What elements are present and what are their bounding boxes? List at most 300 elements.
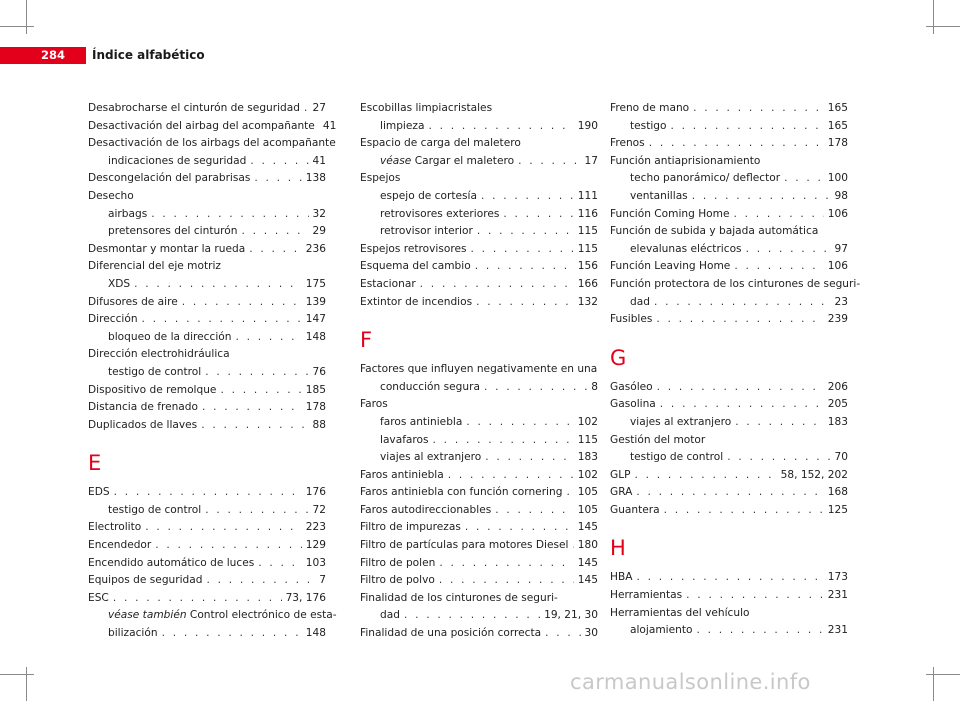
entry-text: Faros — [360, 398, 388, 411]
index-entry — [360, 396, 598, 414]
leader-dots — [476, 294, 574, 312]
entry-label — [360, 241, 467, 259]
leader-dots — [250, 153, 308, 171]
entry-label — [610, 206, 730, 224]
crop-mark — [926, 674, 960, 675]
leader-dots — [258, 555, 302, 573]
entry-text: Encendido automático de luces — [88, 556, 255, 569]
entry-label — [360, 537, 568, 555]
entry-label — [610, 153, 760, 171]
entry-text: EDS — [88, 486, 110, 499]
entry-text: Esquema del cambio — [360, 260, 471, 273]
index-entry — [88, 590, 326, 608]
entry-label — [88, 484, 110, 502]
entry-text: bloqueo de la dirección — [108, 330, 232, 343]
entry-label — [88, 417, 197, 435]
entry-text: ventanillas — [630, 189, 688, 202]
entry-text: Cargar el maletero — [411, 154, 515, 167]
entry-label — [360, 100, 492, 118]
entry-page: 175 — [305, 277, 326, 290]
entry-label — [380, 379, 480, 397]
entry-text: Gestión del motor — [610, 433, 706, 446]
entry-label — [610, 605, 750, 623]
entry-label — [380, 607, 400, 625]
crop-mark — [926, 26, 960, 27]
entry-label — [88, 294, 178, 312]
entry-label — [610, 223, 818, 241]
entry-label — [360, 396, 388, 414]
entry-label — [630, 118, 667, 136]
entry-page: 178 — [305, 401, 326, 414]
leader-dots — [692, 188, 831, 206]
entry-page: 147 — [305, 313, 326, 326]
entry-label — [88, 519, 141, 537]
leader-dots — [404, 607, 540, 625]
page-title: Índice alfabético — [86, 47, 960, 64]
index-entry — [88, 206, 326, 224]
entry-label — [380, 414, 462, 432]
index-entry — [88, 170, 326, 188]
entry-page: 178 — [827, 137, 848, 150]
index-entry — [88, 502, 326, 520]
index-entry — [88, 100, 326, 118]
entry-text: Freno de mano — [610, 102, 690, 114]
entry-page: 145 — [577, 556, 598, 569]
section-letter: F — [360, 328, 373, 353]
entry-label — [360, 276, 416, 294]
entry-text: Equipos de seguridad — [88, 574, 203, 587]
entry-text: Frenos — [610, 137, 645, 150]
index-entry — [610, 153, 848, 171]
entry-label — [630, 188, 688, 206]
index-entry — [610, 622, 848, 640]
entry-page: 106 — [827, 260, 848, 273]
entry-page: 70 — [834, 451, 848, 464]
leader-dots — [649, 135, 824, 153]
entry-label — [88, 258, 221, 276]
index-entry — [610, 414, 848, 432]
entry-page: 139 — [305, 295, 326, 308]
entry-label — [360, 258, 471, 276]
entry-text: testigo de control — [630, 451, 724, 464]
index-entry — [610, 276, 861, 294]
entry-label — [360, 467, 444, 485]
index-entry — [360, 502, 598, 520]
leader-dots — [151, 206, 308, 224]
leader-dots — [439, 555, 573, 573]
index-entry — [88, 555, 326, 573]
entry-page: 30 — [584, 627, 598, 640]
index-entry — [88, 311, 326, 329]
entry-label — [360, 625, 541, 643]
entry-page: 148 — [305, 627, 326, 640]
entry-text: Guantera — [610, 503, 660, 516]
entry-page: 156 — [577, 260, 598, 273]
entry-page: 138 — [305, 172, 326, 185]
index-entry — [360, 118, 598, 136]
entry-page: 100 — [827, 172, 848, 185]
entry-label — [630, 170, 780, 188]
entry-page: 98 — [834, 189, 848, 202]
entry-text: techo panorámico/ deflector — [630, 172, 781, 185]
leader-dots — [636, 569, 823, 587]
crop-mark — [26, 667, 27, 701]
index-entry — [88, 153, 326, 171]
entry-text: Desmontar y montar la rueda — [88, 242, 246, 255]
entry-label — [88, 572, 203, 590]
leader-dots — [686, 587, 824, 605]
index-entry — [360, 135, 598, 153]
index-entry — [610, 587, 848, 605]
leader-dots — [572, 537, 573, 555]
entry-text: viajes al extranjero — [630, 415, 732, 428]
entry-page: 115 — [577, 225, 598, 238]
index-entry — [88, 417, 326, 435]
leader-dots — [235, 329, 301, 347]
leader-dots — [503, 206, 573, 224]
entry-text: Difusores de aire — [88, 295, 178, 308]
entry-page: 165 — [827, 119, 848, 132]
leader-dots — [657, 379, 824, 397]
entry-label — [380, 206, 499, 224]
entry-text: Control electrónico de esta- — [186, 609, 337, 622]
entry-label — [88, 399, 198, 417]
entry-text: Gasóleo — [610, 380, 653, 393]
entry-label — [380, 188, 477, 206]
entry-page: 58, 152, 202 — [780, 468, 848, 481]
leader-dots — [735, 414, 824, 432]
leader-dots — [465, 519, 574, 537]
entry-page: 41 — [322, 119, 337, 132]
entry-page: 23 — [834, 295, 848, 308]
leader-dots — [254, 170, 301, 188]
entry-text: Filtro de polen — [360, 556, 436, 569]
entry-page: 180 — [577, 539, 598, 552]
index-entry — [360, 519, 598, 537]
entry-label — [610, 502, 660, 520]
entry-page: 231 — [827, 624, 848, 637]
index-entry — [360, 449, 598, 467]
entry-label — [360, 572, 435, 590]
section-letter: H — [610, 536, 626, 561]
leader-dots — [304, 100, 309, 118]
index-entry — [610, 135, 848, 153]
entry-text: Gasolina — [610, 398, 656, 411]
entry-label — [380, 153, 514, 171]
entry-text: GRA — [610, 486, 633, 499]
leader-dots — [162, 625, 302, 643]
index-entry — [610, 100, 848, 118]
index-entry — [360, 555, 598, 573]
leader-dots — [660, 396, 824, 414]
crop-mark — [26, 0, 27, 34]
entry-page: 88 — [312, 418, 326, 431]
index-entry — [88, 382, 326, 400]
entry-page: 223 — [305, 521, 326, 534]
entry-text: elevalunas eléctricos — [630, 242, 742, 255]
entry-label — [380, 223, 473, 241]
entry-page: 106 — [827, 207, 848, 220]
leader-dots — [727, 449, 830, 467]
entry-text: Función Leaving Home — [610, 260, 731, 273]
leader-dots — [784, 170, 824, 188]
leader-dots — [134, 276, 302, 294]
entry-text: Diferencial del eje motriz — [88, 260, 221, 273]
leader-dots — [495, 502, 574, 520]
entry-label — [360, 590, 558, 608]
entry-text: Factores que influyen negativamente en una — [360, 363, 598, 376]
index-entry — [360, 572, 598, 590]
entry-text: airbags — [108, 207, 148, 220]
entry-text: Espacio de carga del maletero — [360, 137, 521, 150]
entry-page: 148 — [305, 330, 326, 343]
leader-dots — [485, 449, 574, 467]
entry-label — [610, 396, 656, 414]
entry-label — [360, 519, 461, 537]
entry-text: Distancia de frenado — [88, 401, 198, 414]
entry-page: 239 — [827, 313, 848, 326]
entry-label — [88, 555, 254, 573]
index-entry — [360, 276, 598, 294]
index-entry — [610, 241, 848, 259]
leader-dots — [656, 311, 823, 329]
leader-dots — [481, 188, 574, 206]
entry-page: 183 — [827, 415, 848, 428]
leader-dots — [696, 622, 823, 640]
index-entry — [360, 170, 598, 188]
entry-label — [610, 311, 652, 329]
index-entry — [610, 449, 848, 467]
index-entry — [88, 294, 326, 312]
index-entry — [360, 188, 598, 206]
leader-dots — [145, 519, 302, 537]
entry-page: 165 — [827, 102, 848, 114]
index-entry — [360, 625, 598, 643]
entry-text: ESC — [88, 591, 109, 604]
entry-page: 32 — [312, 207, 326, 220]
entry-text: retrovisores exteriores — [380, 207, 500, 220]
entry-label — [360, 484, 562, 502]
entry-label — [360, 555, 435, 573]
leader-dots — [220, 382, 301, 400]
entry-text: Fusibles — [610, 313, 653, 326]
leader-dots — [471, 241, 574, 259]
entry-text: Faros autodireccionables — [360, 503, 492, 516]
entry-text: retrovisor interior — [380, 225, 473, 238]
entry-page: 27 — [312, 102, 326, 114]
entry-text: Finalidad de los cinturones de seguri- — [360, 591, 558, 604]
entry-text: conducción segura — [380, 380, 480, 393]
entry-text: Dispositivo de remolque — [88, 383, 217, 396]
entry-label — [610, 484, 632, 502]
index-entry — [360, 361, 598, 379]
index-entry — [610, 432, 848, 450]
crop-mark — [933, 667, 934, 701]
leader-dots — [155, 537, 301, 555]
leader-dots — [734, 206, 824, 224]
leader-dots — [518, 153, 580, 171]
index-entry — [360, 467, 598, 485]
entry-text: Función protectora de los cinturones de seguri- — [610, 277, 861, 290]
index-entry — [88, 258, 326, 276]
entry-page: 125 — [827, 503, 848, 516]
entry-label — [610, 587, 682, 605]
entry-text: Finalidad de una posición correcta — [360, 627, 542, 640]
index-entry — [88, 625, 326, 643]
leader-dots — [475, 258, 574, 276]
entry-label — [360, 170, 400, 188]
entry-label — [610, 467, 631, 485]
leader-dots — [113, 590, 282, 608]
index-entry — [360, 537, 598, 555]
page-number: 284 — [20, 47, 86, 64]
entry-label — [380, 449, 481, 467]
leader-dots — [249, 241, 302, 259]
entry-text: pretensores del cinturón — [108, 225, 238, 238]
leader-dots — [433, 432, 574, 450]
entry-page: 116 — [577, 207, 598, 220]
entry-page: 145 — [577, 574, 598, 587]
leader-dots — [205, 364, 308, 382]
index-entry — [610, 484, 848, 502]
entry-page: 176 — [305, 486, 326, 499]
entry-text: Estacionar — [360, 277, 416, 290]
entry-label — [88, 100, 300, 118]
entry-label — [108, 153, 246, 171]
entry-label — [88, 241, 245, 259]
index-entry — [88, 399, 326, 417]
entry-label — [630, 414, 731, 432]
entry-page: 231 — [827, 589, 848, 602]
leader-dots — [566, 484, 573, 502]
index-entry — [610, 258, 848, 276]
entry-page: 173 — [827, 571, 848, 584]
entry-text: testigo — [630, 119, 667, 132]
index-entry — [360, 414, 598, 432]
entry-page: 205 — [827, 398, 848, 411]
entry-crossref: véase — [380, 154, 412, 167]
leader-dots — [142, 311, 302, 329]
entry-text: Filtro de polvo — [360, 574, 435, 587]
entry-text: Dirección — [88, 313, 138, 326]
entry-text: Desecho — [88, 189, 134, 202]
entry-page: 168 — [827, 486, 848, 499]
index-entry — [360, 590, 598, 608]
entry-page: 206 — [827, 380, 848, 393]
leader-dots — [242, 223, 309, 241]
entry-text: testigo de control — [108, 365, 202, 378]
entry-label — [360, 294, 472, 312]
index-entry — [360, 100, 598, 118]
index-entry — [360, 379, 598, 397]
leader-dots — [654, 294, 831, 312]
entry-label — [610, 432, 705, 450]
index-entry — [88, 572, 326, 590]
entry-text: indicaciones de seguridad — [108, 154, 247, 167]
index-entry — [88, 484, 326, 502]
index-entry — [610, 294, 848, 312]
entry-text: Espejos — [360, 172, 401, 185]
entry-text: faros antiniebla — [380, 415, 463, 428]
entry-text: limpieza — [380, 119, 425, 132]
entry-text: Filtro de partículas para motores Diesel — [360, 539, 569, 552]
entry-label — [108, 607, 337, 625]
entry-page: 105 — [577, 503, 598, 516]
entry-page: 129 — [305, 539, 326, 552]
entry-text: Función antiaprisionamiento — [610, 154, 761, 167]
entry-text: viajes al extranjero — [380, 451, 482, 464]
entry-text: Faros antiniebla con función cornering — [360, 486, 563, 499]
entry-text: XDS — [108, 277, 131, 290]
leader-dots — [693, 100, 824, 118]
entry-label — [88, 188, 134, 206]
entry-page: 19, 21, 30 — [544, 609, 598, 622]
index-entry — [88, 364, 326, 382]
entry-page: 97 — [834, 242, 848, 255]
leader-dots — [114, 484, 302, 502]
entry-page: 236 — [305, 242, 326, 255]
entry-page: 102 — [577, 415, 598, 428]
entry-page: 29 — [312, 225, 326, 238]
entry-label — [88, 135, 336, 153]
entry-text: alojamiento — [630, 624, 693, 637]
entry-text: Faros antiniebla — [360, 468, 444, 481]
index-column-3 — [610, 100, 861, 640]
index-entry — [360, 294, 598, 312]
entry-label — [108, 329, 231, 347]
entry-text: Función de subida y bajada automática — [610, 225, 819, 238]
entry-label — [360, 135, 521, 153]
index-column-2 — [360, 100, 598, 643]
index-entry — [360, 607, 598, 625]
entry-page: 166 — [577, 277, 598, 290]
entry-label — [610, 379, 653, 397]
leader-dots — [205, 502, 308, 520]
leader-dots — [448, 467, 574, 485]
index-entry — [610, 206, 848, 224]
entry-label — [108, 364, 201, 382]
crop-mark — [933, 0, 934, 34]
leader-dots — [635, 467, 777, 485]
index-entry — [610, 223, 848, 241]
watermark: carmanualsonline.info — [570, 670, 811, 694]
entry-label — [630, 294, 650, 312]
entry-label — [630, 241, 742, 259]
entry-label — [610, 135, 645, 153]
index-entry — [610, 311, 848, 329]
leader-dots — [466, 414, 573, 432]
entry-label — [88, 346, 230, 364]
entry-text: Desactivación del airbag del acompañante — [88, 119, 315, 132]
entry-label — [610, 258, 730, 276]
index-entry — [88, 537, 326, 555]
entry-page: 41 — [312, 154, 326, 167]
index-entry — [88, 607, 337, 625]
entry-label — [630, 449, 723, 467]
entry-label — [108, 223, 238, 241]
entry-label — [88, 170, 250, 188]
entry-page: 183 — [577, 451, 598, 464]
index-entry — [88, 135, 336, 153]
entry-text: Escobillas limpiacristales — [360, 102, 493, 114]
entry-page: 111 — [577, 189, 598, 202]
index-entry — [360, 258, 598, 276]
leader-dots — [636, 484, 823, 502]
entry-text: Duplicados de llaves — [88, 418, 198, 431]
entry-text: Desactivación de los airbags del acompañante — [88, 137, 336, 150]
index-entry — [360, 432, 598, 450]
leader-dots — [484, 379, 587, 397]
